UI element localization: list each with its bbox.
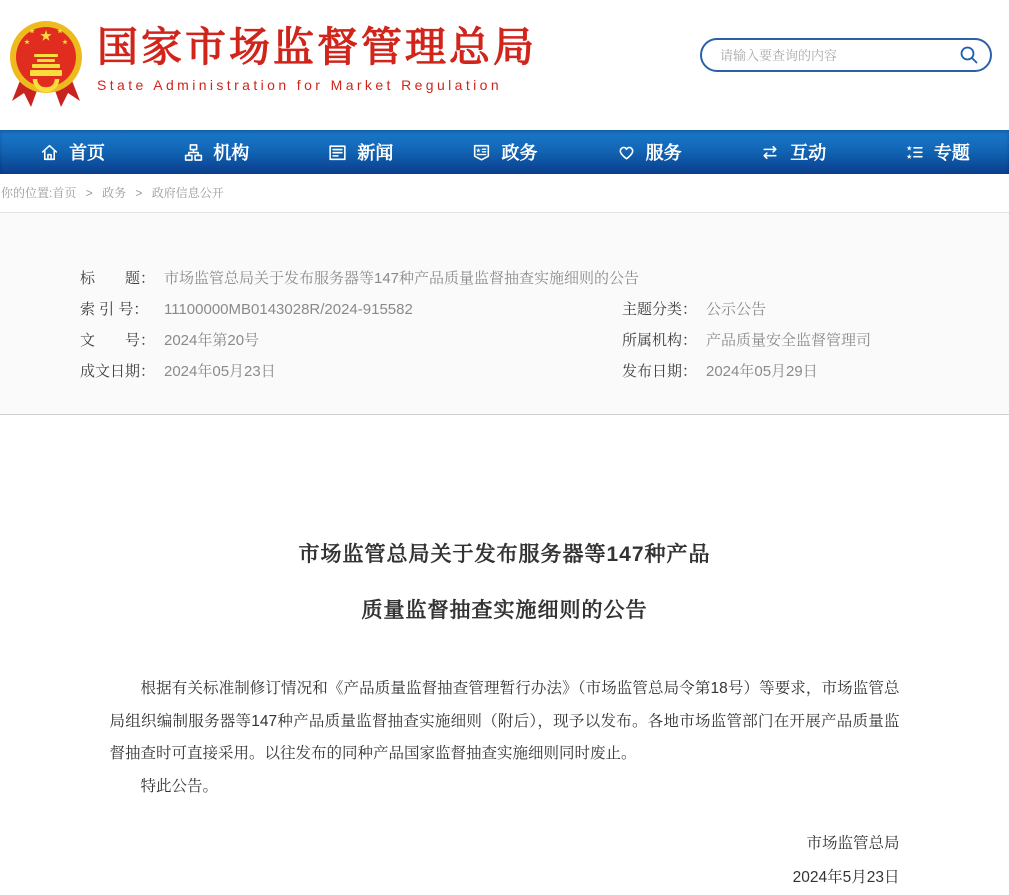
site-search (700, 38, 992, 72)
nav-item-label: 机构 (213, 143, 250, 163)
meta-value-written-date: 2024年05月23日 (164, 363, 276, 380)
nav-item-label: 新闻 (357, 143, 394, 163)
meta-label-topic-category: 主题分类： (622, 301, 698, 318)
site-identity (97, 24, 537, 93)
search-input[interactable] (718, 47, 958, 64)
gov-affairs-icon (471, 142, 492, 163)
meta-label-title: 标 题： (80, 270, 156, 287)
article-title (0, 527, 1009, 639)
meta-row-title (80, 263, 969, 294)
article-title-line1: 市场监管总局关于发布服务器等147种产品 (298, 543, 711, 566)
meta-value-publish-date: 2024年05月29日 (706, 363, 818, 380)
meta-value-issuing-dept: 产品质量安全监督管理司 (706, 332, 872, 349)
org-chart-icon (183, 142, 204, 163)
search-button[interactable] (958, 44, 980, 66)
breadcrumb-separator: > (135, 186, 143, 200)
article-title-line2: 质量监督抽查实施细则的公告 (361, 599, 648, 622)
nav-item-label: 政务 (501, 143, 538, 163)
meta-value-title: 市场监管总局关于发布服务器等147种产品质量监督抽查实施细则的公告 (164, 270, 640, 287)
nav-item-gov[interactable] (432, 130, 576, 174)
meta-cell (622, 356, 818, 387)
article-paragraph: 特此公告。 (140, 777, 219, 795)
meta-cell (80, 294, 622, 325)
meta-value-doc-number: 2024年第20号 (164, 332, 260, 349)
meta-label-doc-number: 文 号： (80, 332, 156, 349)
search-icon (958, 44, 980, 66)
nav-item-topic[interactable] (865, 130, 1009, 174)
nav-item-label: 专题 (933, 143, 970, 163)
article (0, 415, 1009, 895)
document-meta-panel (0, 213, 1009, 415)
site-header (0, 0, 1009, 130)
breadcrumb (0, 174, 1009, 213)
breadcrumb-link-gov[interactable]: 政务 (102, 186, 127, 200)
exchange-arrows-icon (759, 142, 781, 163)
nav-item-label: 首页 (69, 143, 106, 163)
meta-cell (622, 325, 871, 356)
nav-item-service[interactable] (577, 130, 721, 174)
home-icon (39, 142, 60, 163)
meta-row-index (80, 294, 969, 325)
nav-item-org[interactable] (144, 130, 288, 174)
nav-item-interact[interactable] (721, 130, 865, 174)
site-subtitle: State Administration for Market Regulation (97, 77, 503, 93)
signature-authority: 市场监管总局 (806, 835, 900, 852)
meta-cell (80, 356, 622, 387)
breadcrumb-separator: > (85, 186, 93, 200)
nav-item-label: 服务 (645, 143, 682, 163)
meta-value-topic-category: 公示公告 (706, 301, 767, 318)
site-title: 国家市场监督管理总局 (97, 24, 537, 70)
breadcrumb-prefix: 你的位置: (1, 186, 53, 200)
nav-item-home[interactable] (0, 130, 144, 174)
meta-cell (622, 294, 766, 325)
article-signature-block (110, 827, 900, 895)
nav-item-label: 互动 (790, 143, 827, 163)
breadcrumb-link-home[interactable]: 首页 (52, 186, 77, 200)
meta-label-written-date: 成文日期： (80, 363, 156, 380)
news-icon (327, 142, 348, 163)
meta-row-doc-number (80, 325, 969, 356)
signature-date: 2024年5月23日 (792, 869, 900, 886)
breadcrumb-link-info-disclosure[interactable]: 政府信息公开 (151, 186, 224, 200)
main-nav (0, 130, 1009, 174)
meta-label-issuing-dept: 所属机构： (622, 332, 698, 349)
article-body (110, 673, 900, 803)
starred-list-icon (904, 142, 925, 163)
national-emblem-logo (6, 14, 86, 112)
nav-item-news[interactable] (288, 130, 432, 174)
heart-icon (616, 142, 637, 163)
meta-label-index-number: 索 引 号： (80, 301, 149, 318)
meta-label-publish-date: 发布日期： (622, 363, 698, 380)
meta-cell (80, 263, 639, 294)
meta-row-dates (80, 356, 969, 387)
article-paragraph: 根据有关标准制修订情况和《产品质量监督抽查管理暂行办法》（市场监管总局令第18号）等要求，市场监管总局组织编制服务器等147种产品质量监督抽查实施细则（附后），现予以发布。各地市场监管部门在开展产品质量监督抽查时可直接采用。以往发布的同种产品国家监督抽查实施细则同时废止。 (109, 680, 900, 762)
meta-cell (80, 325, 622, 356)
meta-value-index-number: 11100000MB0143028R/2024-915582 (164, 301, 413, 318)
